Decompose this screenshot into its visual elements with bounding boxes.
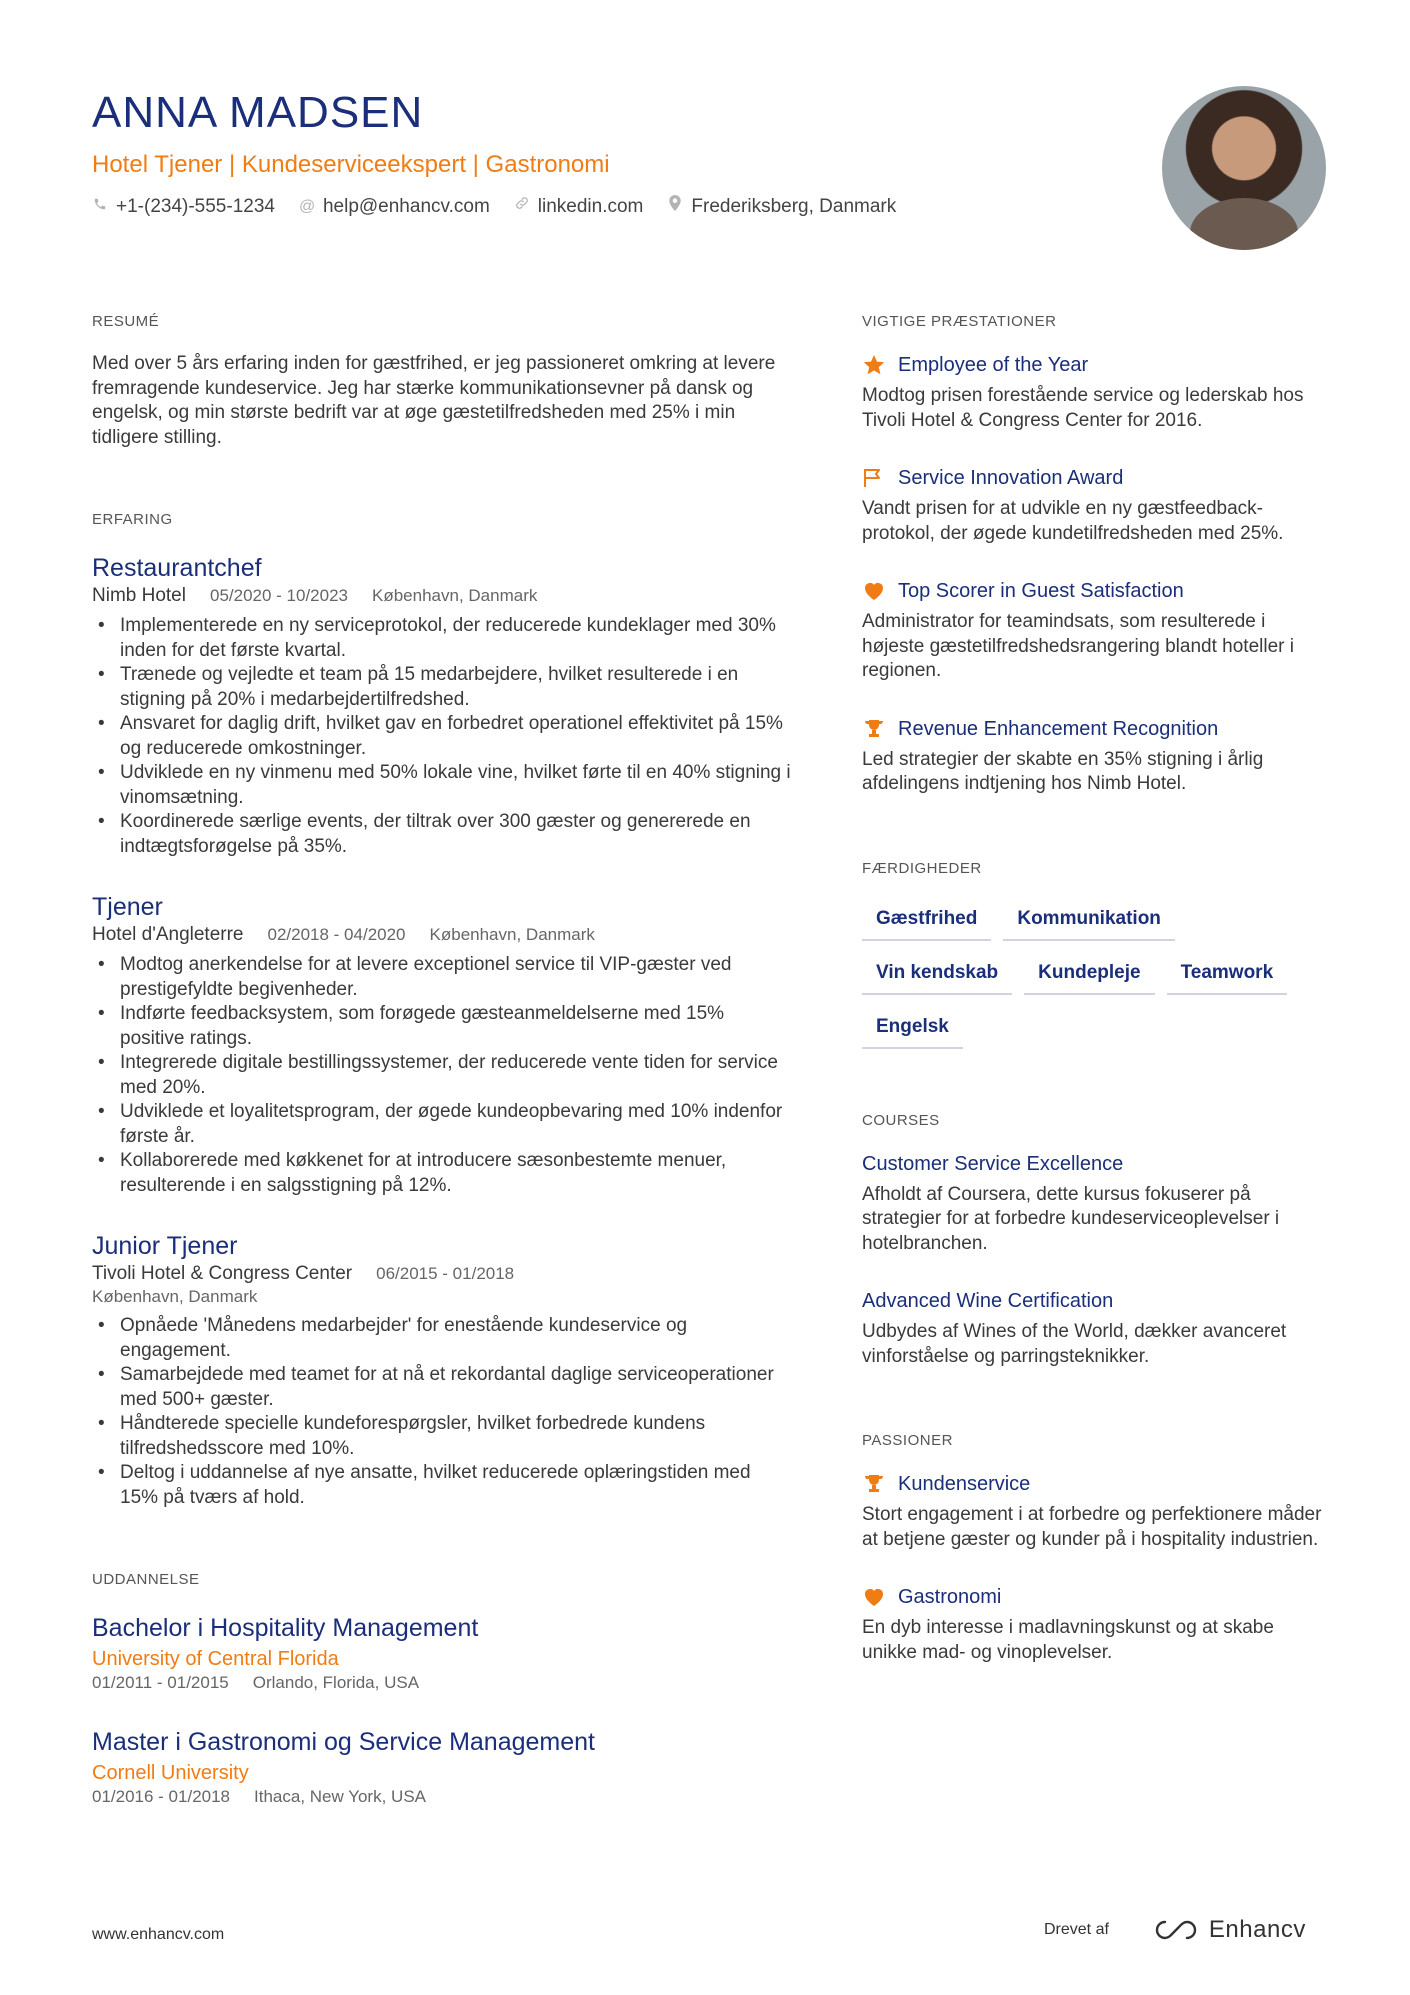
- achievement-desc: Vandt prisen for at udvikle en ny gæstfeedback-protokol, der øgede kundetilfredsheden med 25%.: [862, 498, 1284, 544]
- job-dates: 06/2015 - 01/2018: [376, 1264, 515, 1283]
- linkedin-text[interactable]: linkedin.com: [537, 196, 644, 217]
- flag-icon: [862, 466, 886, 490]
- passion-item: [862, 1584, 1322, 1665]
- skills-list: [862, 903, 1322, 1049]
- summary-heading: RESUMÉ: [92, 313, 160, 330]
- list-item: • Deltog i uddannelse af nye ansatte, hvilket reducerede oplæringstiden med 15% på tværs af hold.: [92, 1461, 792, 1510]
- job-location: København, Danmark: [92, 1287, 258, 1306]
- school-name: Cornell University: [92, 1762, 249, 1784]
- skill-tag: Kommunikation: [1003, 903, 1175, 941]
- profile-photo: [1162, 86, 1326, 250]
- passion-title: Kundenservice: [898, 1473, 1031, 1495]
- education-entry: [92, 1726, 792, 1808]
- list-item: • Kollaborerede med køkkenet for at introducere sæsonbestemte menuer, resulterende i en salgsstigning på 12%.: [92, 1149, 792, 1198]
- job-title: Junior Tjener: [92, 1232, 238, 1260]
- list-item: • Integrerede digitale bestillingssystemer, der reducerede vente tiden for service med 20%.: [92, 1051, 792, 1100]
- contact-linkedin[interactable]: [514, 194, 644, 220]
- skill-tag: Gæstfrihed: [862, 903, 991, 941]
- left-column: [92, 312, 792, 1808]
- skill-tag: Vin kendskab: [862, 957, 1012, 995]
- course-title: Advanced Wine Certification: [862, 1290, 1114, 1312]
- job-bullets: [92, 1314, 792, 1510]
- course-desc: Afholdt af Coursera, dette kursus fokuserer på strategier for at forbedre kundeserviceoplevelser i hotelbranchen.: [862, 1183, 1280, 1254]
- job-company: Nimb Hotel: [92, 585, 186, 606]
- list-item: • Implementerede en ny serviceprotokol, der reducerede kundeklager med 30% inden for det første kvartal.: [92, 614, 792, 663]
- education-dates: 01/2016 - 01/2018: [92, 1787, 231, 1806]
- job-bullets: [92, 953, 792, 1198]
- location-text: Frederiksberg, Danmark: [691, 196, 897, 217]
- summary-text: Med over 5 års erfaring inden for gæstfrihed, er jeg passioneret omkring at levere fremragende kundeservice. Jeg har stærke kommunikationsevner på dansk og engelsk, og min største bedrift var at øge gæstetilfredsheden med 25% i min tidligere stilling.: [92, 353, 776, 448]
- powered-by-text: Drevet af: [1044, 1921, 1109, 1938]
- skill-tag: Engelsk: [862, 1011, 963, 1049]
- job-location: København, Danmark: [372, 586, 538, 605]
- education-location: Orlando, Florida, USA: [252, 1673, 420, 1692]
- school-name: University of Central Florida: [92, 1648, 339, 1670]
- trophy-icon: [862, 1472, 886, 1496]
- achievements-section: [862, 312, 1322, 797]
- contact-email[interactable]: [299, 194, 490, 220]
- skills-heading: FÆRDIGHEDER: [862, 859, 982, 877]
- right-column: [862, 312, 1322, 1665]
- education-section: [92, 1570, 792, 1808]
- footer-website[interactable]: www.enhancv.com: [92, 1926, 225, 1943]
- link-icon: [514, 194, 530, 220]
- course-desc: Udbydes af Wines of the World, dækker avanceret vinforståelse og parringsteknikker.: [862, 1321, 1287, 1367]
- job-meta: [92, 584, 792, 608]
- trophy-icon: [862, 717, 886, 741]
- job-company: Hotel d'Angleterre: [92, 924, 244, 945]
- passion-desc: Stort engagement i at forbedre og perfektionere måder at betjene gæster og kunder på i hospitality industrien.: [862, 1504, 1322, 1550]
- contact-location: [667, 194, 896, 220]
- list-item: • Udviklede et loyalitetsprogram, der øgede kundeopbevaring med 10% indenfor første år.: [92, 1100, 792, 1149]
- list-item: • Ansvaret for daglig drift, hvilket gav en forbedret operationel effektivitet på 15% og reducerede omkostninger.: [92, 712, 792, 761]
- education-dates: 01/2011 - 01/2015: [92, 1673, 229, 1692]
- heart-icon: [862, 579, 886, 603]
- job-entry: [92, 552, 792, 859]
- candidate-headline: Hotel Tjener | Kundeserviceekspert | Gastronomi: [92, 151, 610, 178]
- degree-title: Master i Gastronomi og Service Management: [92, 1728, 595, 1756]
- heart-icon: [862, 1585, 886, 1609]
- contact-bar: [92, 194, 1142, 220]
- brand-logo[interactable]: [1153, 1916, 1306, 1944]
- passions-heading: PASSIONER: [862, 1432, 953, 1449]
- skills-section: [862, 859, 1322, 1049]
- achievement-item: [862, 716, 1322, 797]
- skill-tag: Teamwork: [1167, 957, 1288, 995]
- education-meta: [92, 1786, 792, 1808]
- job-dates: 02/2018 - 04/2020: [267, 925, 406, 944]
- education-heading: UDDANNELSE: [92, 1571, 200, 1588]
- achievement-item: [862, 578, 1322, 684]
- job-meta: [92, 923, 792, 947]
- achievement-item: [862, 465, 1322, 546]
- passion-title: Gastronomi: [898, 1586, 1002, 1608]
- courses-section: [862, 1111, 1322, 1370]
- resume-header: [92, 86, 1142, 220]
- job-company: Tivoli Hotel & Congress Center: [92, 1263, 353, 1284]
- list-item: • Opnåede 'Månedens medarbejder' for enestående kundeservice og engagement.: [92, 1314, 792, 1363]
- job-entry: [92, 891, 792, 1198]
- job-title: Tjener: [92, 893, 163, 921]
- education-location: Ithaca, New York, USA: [254, 1787, 426, 1806]
- achievement-title: Employee of the Year: [898, 354, 1089, 376]
- brand-name: Enhancv: [1208, 1916, 1306, 1943]
- at-icon: @: [298, 198, 316, 215]
- achievement-desc: Led strategier der skabte en 35% stigning i årlig afdelingens indtjening hos Nimb Hotel.: [862, 748, 1264, 794]
- list-item: • Indførte feedbacksystem, som forøgede gæsteanmeldelserne med 15% positive ratings.: [92, 1002, 792, 1051]
- passion-item: [862, 1471, 1322, 1552]
- achievement-title: Service Innovation Award: [898, 467, 1124, 489]
- list-item: • Udviklede en ny vinmenu med 50% lokale vine, hvilket førte til en 40% stigning i vinomsætning.: [92, 761, 792, 810]
- list-item: • Modtog anerkendelse for at levere exceptionel service til VIP-gæster ved prestigefyldte begivenheder.: [92, 953, 792, 1002]
- phone-text: +1-(234)-555-1234: [116, 196, 275, 217]
- course-item: [862, 1151, 1322, 1257]
- degree-title: Bachelor i Hospitality Management: [92, 1614, 479, 1642]
- education-entry: [92, 1612, 792, 1694]
- job-title: Restaurantchef: [92, 554, 262, 582]
- achievement-title: Top Scorer in Guest Satisfaction: [898, 580, 1184, 602]
- job-bullets: [92, 614, 792, 859]
- achievement-title: Revenue Enhancement Recognition: [898, 717, 1219, 740]
- list-item: • Koordinerede særlige events, der tiltrak over 300 gæster og genererede en indtægtsforøgelse på 35%.: [92, 810, 792, 859]
- email-text[interactable]: help@enhancv.com: [322, 196, 490, 217]
- phone-icon: [92, 194, 108, 220]
- education-meta: [92, 1672, 792, 1694]
- passion-desc: En dyb interesse i madlavningskunst og at skabe unikke mad- og vinoplevelser.: [862, 1617, 1274, 1663]
- job-meta: [92, 1262, 792, 1286]
- list-item: • Trænede og vejledte et team på 15 medarbejdere, hvilket resulterede i en stigning på 20% i medarbejdertilfredshed.: [92, 663, 792, 712]
- skill-tag: Kundepleje: [1024, 957, 1154, 995]
- passions-section: [862, 1431, 1322, 1665]
- job-entry: [92, 1230, 792, 1510]
- candidate-name: ANNA MADSEN: [92, 88, 424, 137]
- contact-phone: [92, 194, 275, 220]
- achievements-heading: VIGTIGE PRÆSTATIONER: [862, 313, 1057, 330]
- enhancv-logo-icon: [1153, 1918, 1199, 1942]
- job-dates: 05/2020 - 10/2023: [209, 586, 348, 605]
- experience-heading: ERFARING: [92, 511, 173, 528]
- list-item: • Samarbejdede med teamet for at nå et rekordantal daglige serviceoperationer med 500+ gæster.: [92, 1363, 792, 1412]
- achievement-item: [862, 352, 1322, 433]
- job-location: København, Danmark: [429, 925, 595, 944]
- courses-heading: COURSES: [862, 1111, 940, 1129]
- course-title: Customer Service Excellence: [862, 1152, 1124, 1175]
- footer-brand: [1044, 1916, 1306, 1944]
- summary-section: [92, 312, 792, 450]
- achievement-desc: Modtog prisen forestående service og lederskab hos Tivoli Hotel & Congress Center for 2016.: [862, 385, 1304, 431]
- star-icon: [862, 353, 886, 377]
- location-pin-icon: [667, 194, 683, 220]
- list-item: • Håndterede specielle kundeforespørgsler, hvilket forbedrede kundens tilfredshedsscore med 10%.: [92, 1412, 792, 1461]
- experience-section: [92, 510, 792, 1510]
- course-item: [862, 1288, 1322, 1369]
- achievement-desc: Administrator for teamindsats, som resulterede i højeste gæstetilfredshedsrangering blandt hoteller i regionen.: [862, 611, 1294, 681]
